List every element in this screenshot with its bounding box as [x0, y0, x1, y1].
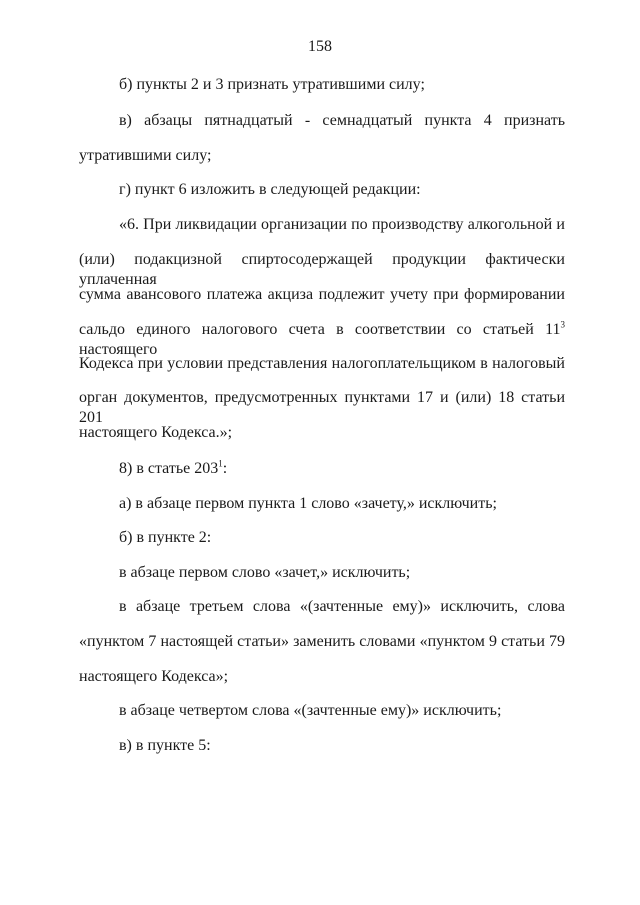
paragraph-line: «пунктом 7 настоящей статьи» заменить словами «пунктом 9 статьи 79: [79, 633, 565, 650]
page-number: 158: [308, 38, 332, 55]
superscript: 1: [218, 458, 223, 469]
paragraph-line: в абзаце первом слово «зачет,» исключить;: [119, 564, 411, 581]
paragraph-line: Кодекса при условии представления налогоплательщиком в налоговый: [79, 355, 565, 372]
superscript: 3: [560, 319, 565, 330]
text-fragment: сальдо единого налогового счета в соответствии со статьей 11: [79, 321, 561, 338]
paragraph-line: сумма авансового платежа акциза подлежит учету при формировании: [79, 286, 565, 303]
paragraph-line: (или) подакцизной спиртосодержащей продукции фактически уплаченная: [79, 251, 565, 288]
text-fragment: 8) в статье 203: [119, 460, 219, 477]
paragraph-line: в) абзацы пятнадцатый - семнадцатый пункта 4 признать: [119, 112, 565, 129]
paragraph-line: [119, 459, 227, 479]
paragraph-line: г) пункт 6 изложить в следующей редакции:: [119, 181, 421, 198]
paragraph-line: «6. При ликвидации организации по производству алкогольной и: [119, 216, 565, 233]
paragraph-line: б) в пункте 2:: [119, 529, 212, 546]
text-fragment: :: [222, 460, 228, 477]
text-fragment: настоящего: [79, 341, 158, 358]
paragraph-line: а) в абзаце первом пункта 1 слово «зачету,» исключить;: [119, 495, 497, 512]
paragraph-line: в абзаце третьем слова «(зачтенные ему)» исключить, слова: [119, 598, 565, 615]
paragraph-line: орган документов, предусмотренных пунктами 17 и (или) 18 статьи 201: [79, 389, 565, 426]
paragraph-line: в абзаце четвертом слова «(зачтенные ему)» исключить;: [119, 702, 502, 719]
paragraph-line: б) пункты 2 и 3 признать утратившими силу;: [119, 76, 425, 93]
paragraph-line: настоящего Кодекса»;: [79, 668, 229, 685]
paragraph-line: утратившими силу;: [79, 147, 212, 164]
paragraph-line: в) в пункте 5:: [119, 737, 211, 754]
paragraph-line: настоящего Кодекса.»;: [79, 424, 233, 441]
